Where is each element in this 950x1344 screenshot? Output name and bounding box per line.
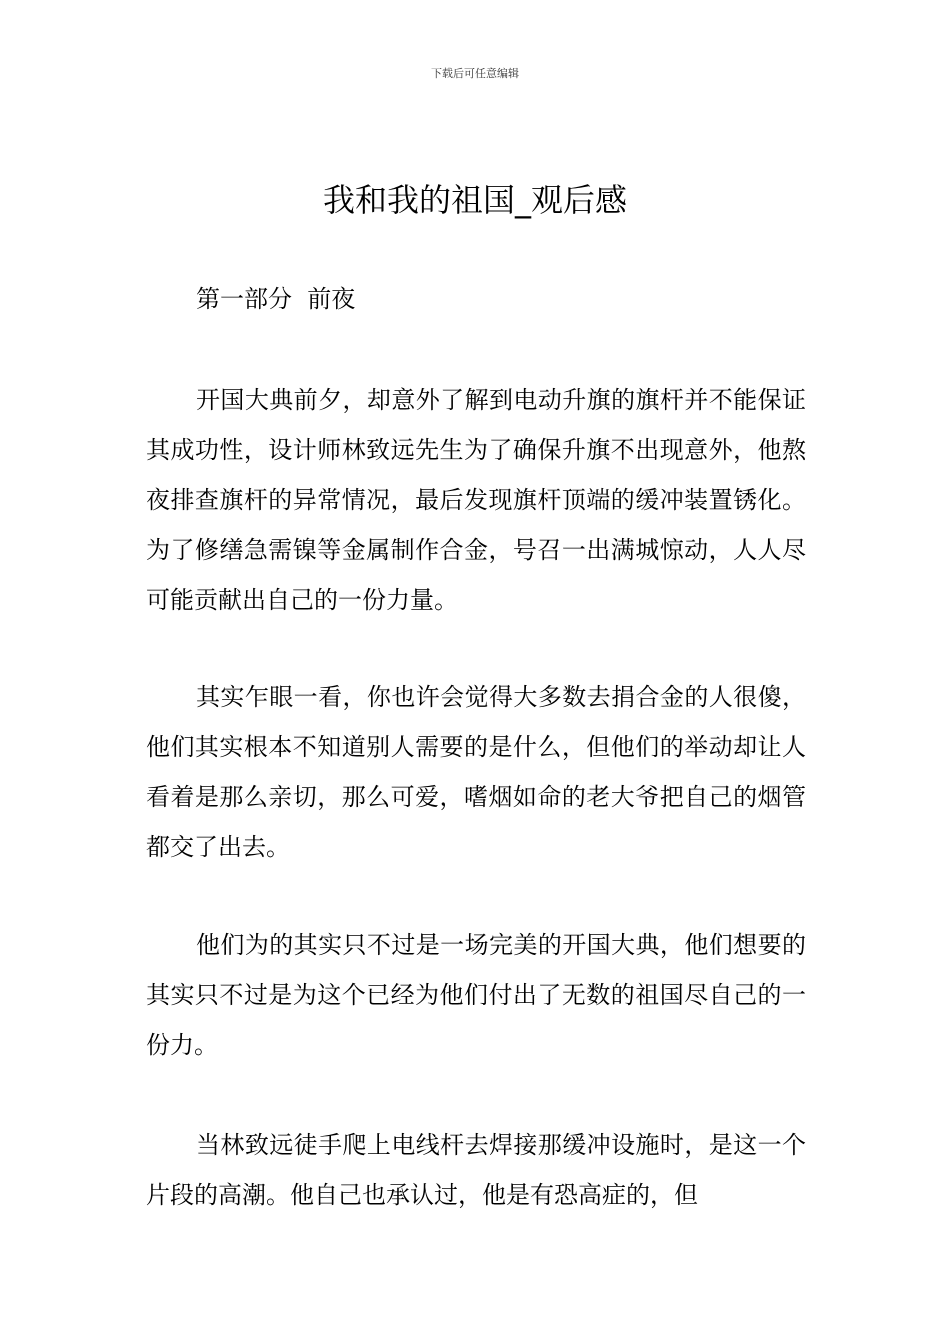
paragraph: 其实乍眼一看，你也许会觉得大多数去捐合金的人很傻，他们其实根本不知道别人需要的是什么，但他们的举动却让人看着是那么亲切，那么可爱，嗜烟如命的老大爷把自己的烟管都交了出去。 <box>146 683 806 861</box>
paragraph: 当林致远徒手爬上电线杆去焊接那缓冲设施时，是这一个片段的高潮。他自己也承认过，他是有恐高症的，但 <box>146 1131 806 1209</box>
header-note: 下载后可任意编辑 <box>431 67 519 80</box>
document-title: 我和我的祖国_观后感 <box>322 181 627 219</box>
section-heading: 第一部分 前夜 <box>196 285 356 313</box>
paragraph: 他们为的其实只不过是一场完美的开国大典，他们想要的其实只不过是为这个已经为他们付出了无数的祖国尽自己的一份力。 <box>146 931 806 1059</box>
paragraph: 开国大典前夕，却意外了解到电动升旗的旗杆并不能保证其成功性，设计师林致远先生为了确保升旗不出现意外，他熬夜排查旗杆的异常情况，最后发现旗杆顶端的缓冲装置锈化。为了修缮急需镍等金属制作合金，号召一出满城惊动，人人尽可能贡献出自己的一份力量。 <box>146 386 806 614</box>
